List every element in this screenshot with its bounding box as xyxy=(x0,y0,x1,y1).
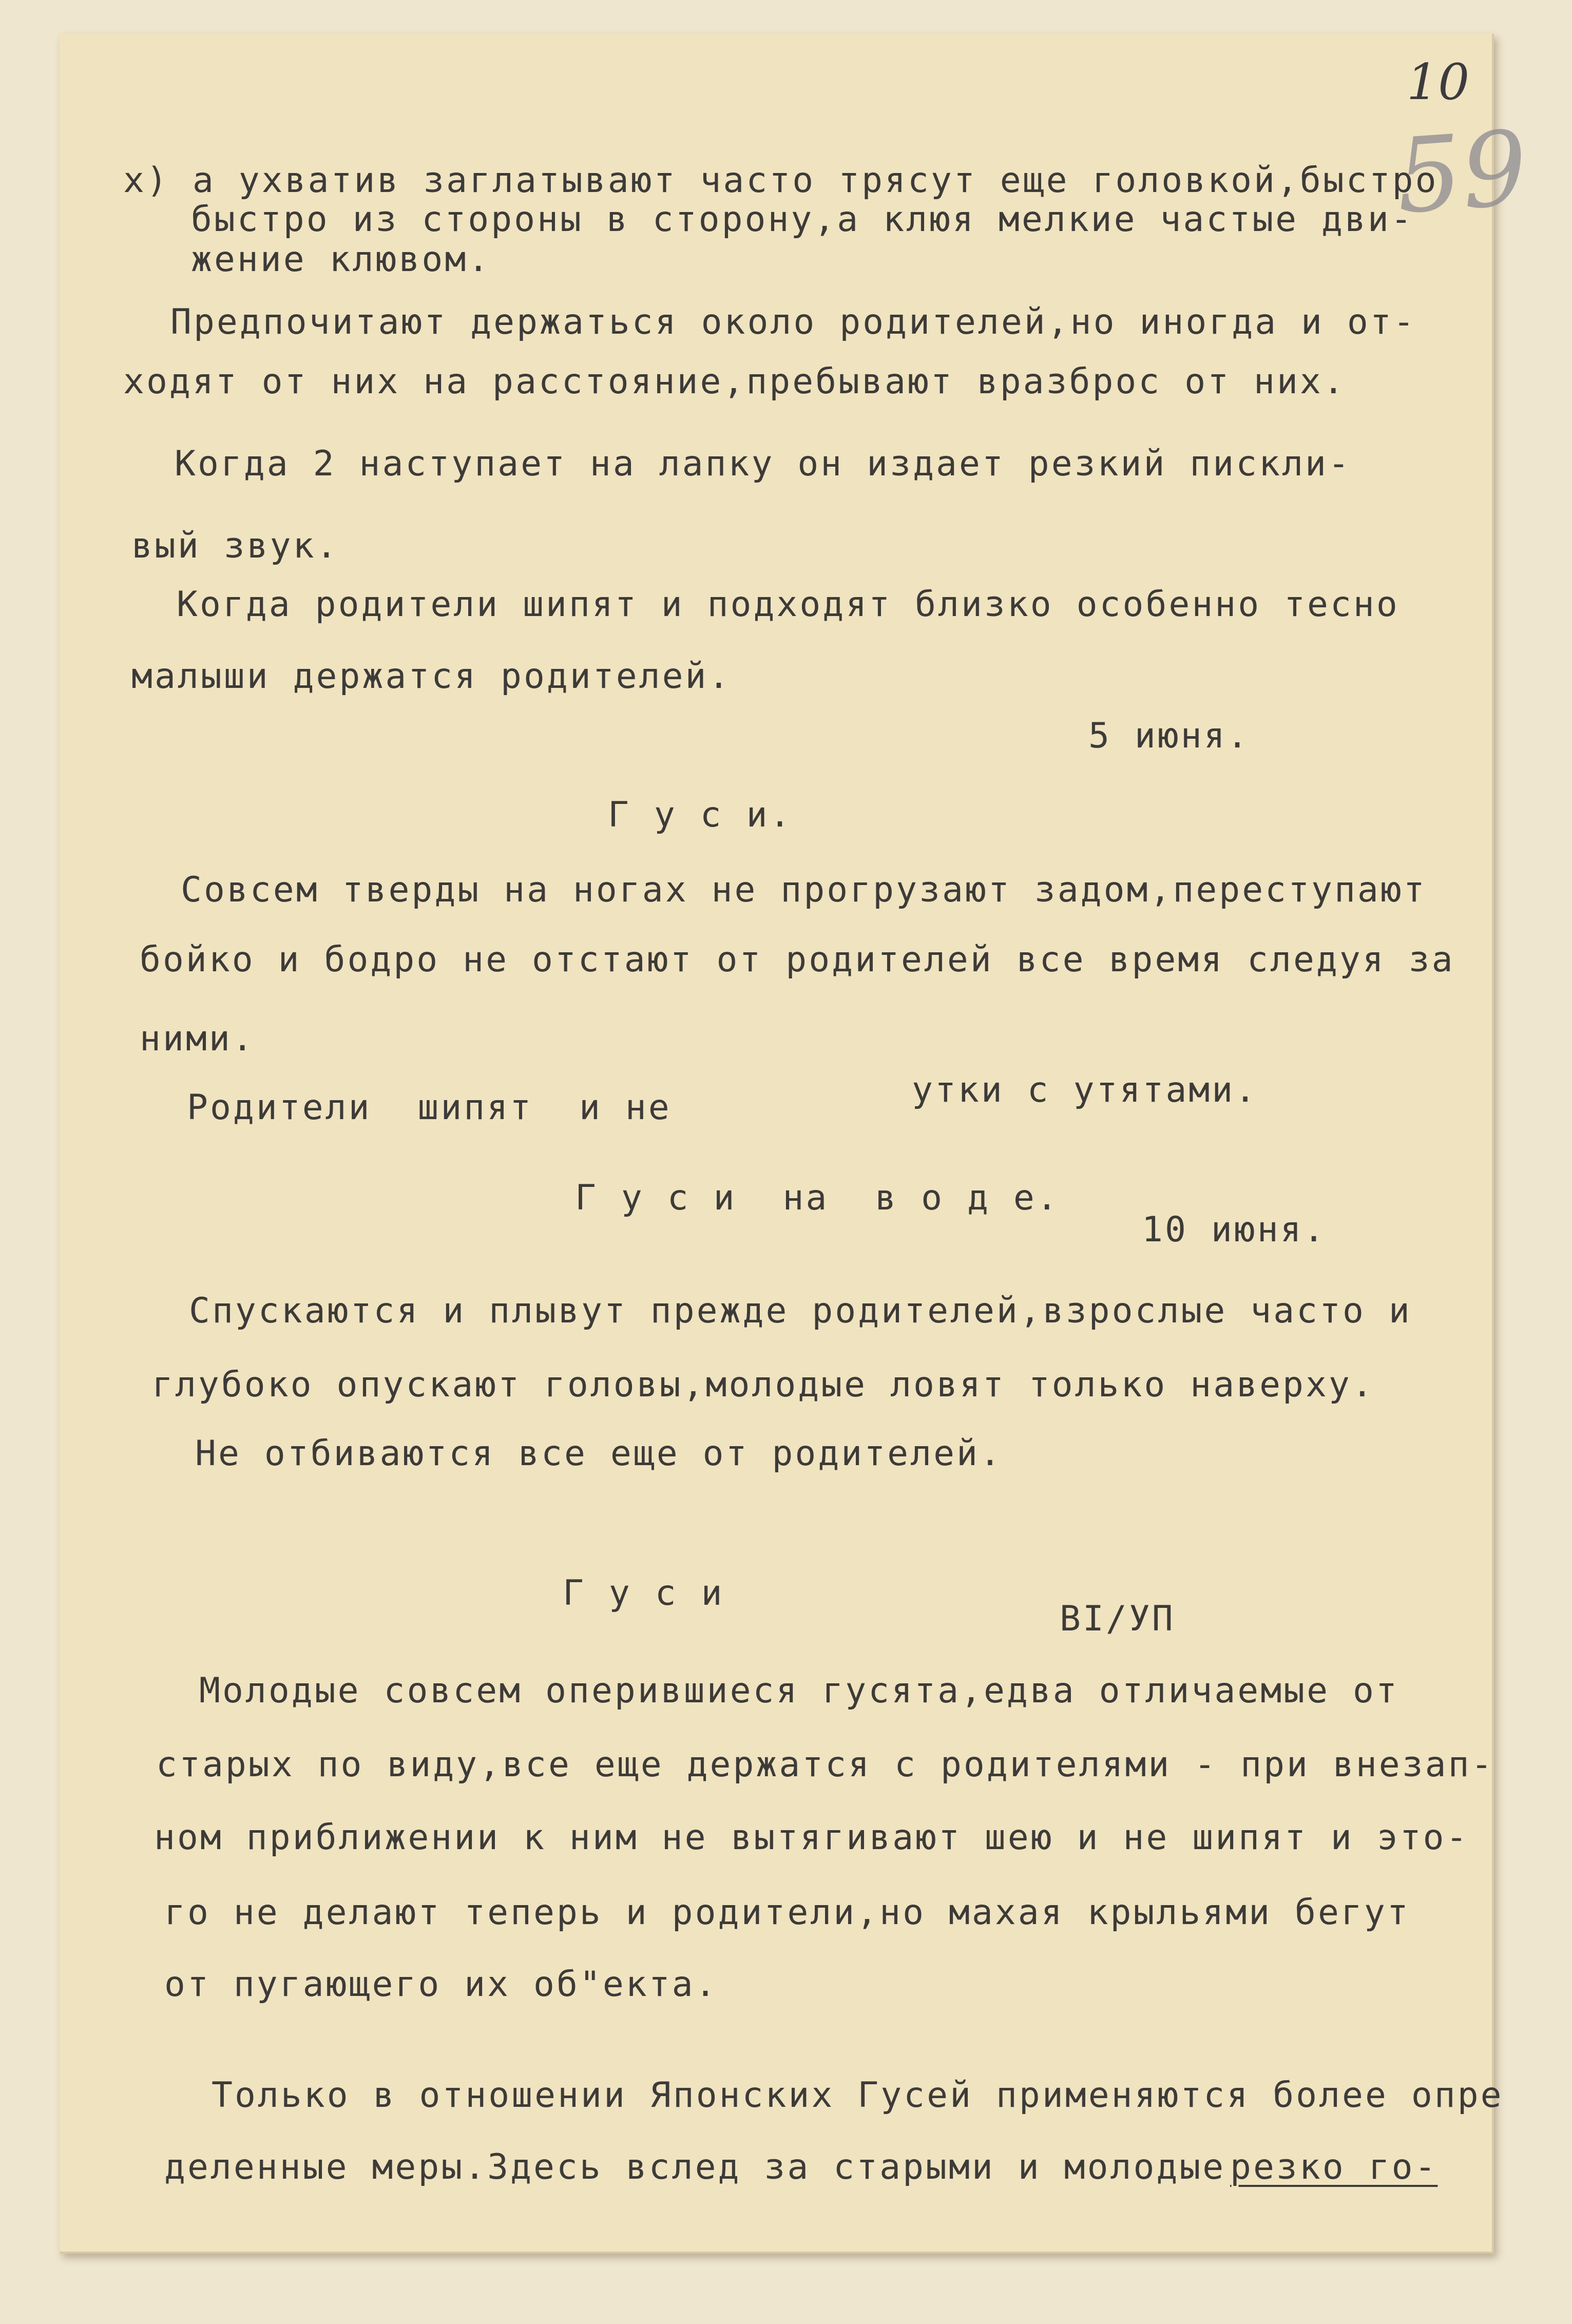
text-line: Когда 2 наступает на лапку он издает резкий пискли- xyxy=(175,444,1351,484)
text-line: ходят от них на расстояние,пребывают вразброс от них. xyxy=(123,361,1346,402)
text-line: Родители шипят и не xyxy=(187,1087,672,1128)
text-line: жение клювом. xyxy=(191,239,491,280)
date-entry: 10 июня. xyxy=(1142,1209,1327,1250)
section-heading: Г у с и на в о д е. xyxy=(575,1178,1060,1218)
text-line: ними. xyxy=(140,1019,255,1059)
text-line: Когда родители шипят и подходят близко особенно тесно xyxy=(177,584,1400,625)
page-number: 10 xyxy=(1407,53,1470,111)
text-line: утки с утятами. xyxy=(912,1070,1258,1110)
text-line: Предпочитают держаться около родителей,но иногда и от- xyxy=(170,302,1416,342)
text-line: Только в отношении Японских Гусей применяются более опре xyxy=(212,2075,1504,2116)
text-line: ном приближении к ним не вытягивают шею и не шипят и это- xyxy=(154,1817,1469,1858)
text-line: быстро из стороны в сторону,а клюя мелкие частые дви- xyxy=(191,199,1414,240)
archive-page-number: 59 xyxy=(1392,108,1531,237)
text-line: Не отбиваются все еще от родителей. xyxy=(195,1433,1003,1474)
text-line: го не делают теперь и родители,но махая крыльями бегут xyxy=(164,1892,1410,1933)
date-entry: 5 июня. xyxy=(1088,716,1250,756)
text-line: глубоко опускают головы,молодые ловят только наверху. xyxy=(152,1365,1375,1405)
text-line: x) а ухватив заглатывают часто трясут еще головкой,быстро xyxy=(123,160,1439,201)
text-line: Совсем тверды на ногах не прогрузают задом,переступают xyxy=(181,870,1427,910)
text-line: бойко и бодро не отстают от родителей все время следуя за xyxy=(140,939,1455,980)
text-line: Молодые совсем оперившиеся гусята,едва отличаемые от xyxy=(199,1670,1399,1711)
date-entry: ВI/УП xyxy=(1060,1599,1175,1639)
text-line: малыши держатся родителей. xyxy=(131,656,732,697)
text-line: от пугающего их об"екта. xyxy=(164,1964,718,2005)
underlined-text: резко го- xyxy=(1230,2147,1438,2187)
section-heading: Г у с и. xyxy=(608,795,793,835)
text-line: вый звук. xyxy=(131,526,339,566)
text-line: деленные меры.Здесь вслед за старыми и молодые xyxy=(164,2147,1226,2187)
text-line: старых по виду,все еще держатся с родителями - при внезап- xyxy=(156,1744,1494,1785)
text-line: Спускаются и плывут прежде родителей,взрослые часто и xyxy=(189,1291,1412,1331)
section-heading: Г у с и xyxy=(563,1573,724,1614)
